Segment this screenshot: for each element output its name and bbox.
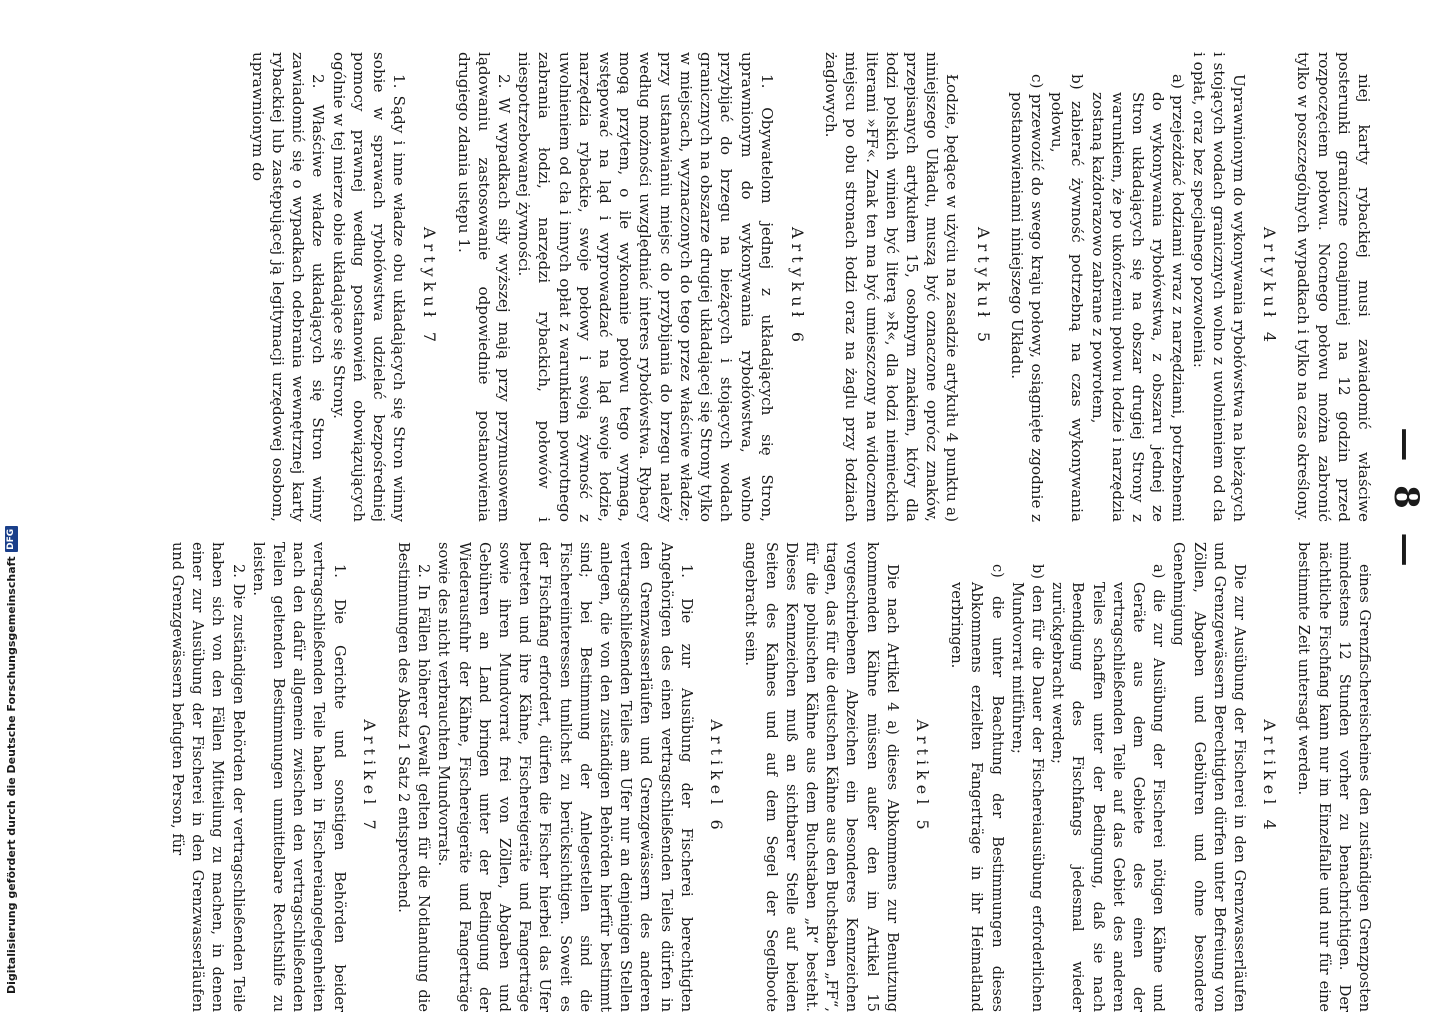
german-art4-title: Artikel 4 (1260, 719, 1280, 835)
polish-column (24, 52, 1374, 522)
polish-art6-title: Artykuł 6 (787, 226, 807, 348)
german-art6-p2: 2. In Fällen höherer Gewalt gelten für die Notlandung die Bestimmungen des Absatz 1 Satz 2 entsprechend. (395, 542, 433, 1012)
german-art4-a: a) die zur Ausübung der Fischerei nötigen Kähne und Geräte aus dem Gebiete des einen der vertragschließenden Teile auf das Gebiet des anderen Teiles schaffen unter der Bedingung, daß sie nach Beendigung des Fischfangs jedesmal wieder zurückgebracht werden; (1049, 564, 1168, 1012)
polish-art7-title: Artykuł 7 (420, 226, 440, 348)
polish-art5-title: Artykuł 5 (973, 226, 993, 348)
german-art5-p1: Die nach Artikel 4 a) dieses Abkommens zur Benutzung kommenden Kähne müssen außer den im Artikel 15 vorgeschriebenen Abzeichen ein besonderes Kennzeichen tragen, das für die deutschen Kähne aus den Buchstaben „FF“, für die polnischen Kähne aus dem Buchstaben „R“ besteht. Dieses Kennzeichen muß an sichtbarer Stelle auf beiden Seiten des Kahnes und auf dem Segel der Segelboote angebracht sein. (742, 542, 901, 1012)
german-art7-title: Artikel 7 (359, 719, 379, 835)
german-art4-intro: Die zur Ausübung der Fischerei in den Grenzwasserläufen und Grenzgewässern Berechtigten dürfen unter Befreiung von Zöllen, Abgaben und Gebühren und ohne besondere Genehmigung (1170, 542, 1248, 1012)
polish-art7-p1: 1. Sądy i inne władze obu układających się Stron winny sobie w sprawach rybołówstwa udzielać bezpośredniej pomocy prawnej według postanowień obowiązujących ogólnie w tej mierze obie układające się Strony. (329, 52, 409, 522)
polish-art7-p2: 2. Właściwe władze układających się Stron winny zawiadomić się o wypadkach odebrania wewnętrznej karty rybackiej lub zastępującej ją legitymacji urzędowej osobom, uprawnionym do (248, 52, 328, 522)
polish-art4-title: Artykuł 4 (1260, 226, 1280, 348)
german-art7-p1: 1. Die Gerichte und sonstigen Behörden beider vertragschließenden Teile haben in Fischereiangelegenheiten nach den dafür allgemein zwischen den vertragschließenden Teilen geltenden Bestimmungen unmittelbare Rechtshilfe zu leisten. (249, 542, 348, 1012)
polish-intro: niej karty rybackiej musi zawiadomić właściwe posterunki graniczne conajmniej na 12 godzin przed rozpoczęciem połowu. Nocnego połowu można zabronić tylko w poszczególnych wypadkach i tylko na czas określony. (1294, 52, 1373, 522)
polish-art4-intro: Uprawnionym do wykonywania rybołówstwa na bieżących i stojących wodach granicznych wolno z uwolnieniem od cła i opłat, oraz bez specjalnego pozwolenia: (1189, 52, 1248, 522)
german-art5-title: Artikel 5 (912, 719, 932, 835)
german-art4-c: c) die unter Beachtung der Bestimmungen dieses Abkommens erzielten Fangerträge in ihr Heimatland verbringen. (948, 564, 1006, 1012)
polish-art6-p1: 1. Obywatelom jednej z układających się Stron, uprawnionym do wykonywania rybołówstwa, wolno przybijać do brzegu na bieżących i stojących wodach granicznych na obszarze drugiej układającej się Strony tylko w miejscach, wyznaczonych do tego przez właściwe władze; przy ustanawianiu miejsc do przybijania do brzegu należy według możności uwzględniać interes rybołówstwa. Rybacy mogą przytem, o ile wykonanie połowu tego wymaga, wstępować na ląd i wyprowadzać na ląd swoje łodzie, narzędzia rybackie, swoje połowy i swoją żywność z uwolnieniem od cła i innych opłat z warunkiem powrotnego zabrania łodzi, narzędzi rybackich, połowów i niespotrzebowanej żywności. (515, 52, 776, 522)
footer-text: Digitalisierung gefördert durch die Deutsche Forschungsgemeinschaft (5, 556, 18, 994)
german-column (24, 542, 1374, 1012)
polish-art4-b: b) zabierać żywność potrzebną na czas wykonywania połowu, (1048, 74, 1087, 522)
german-art7-p2: 2. Die zuständigen Behörden der vertragschließenden Teile haben sich von den Fällen Mitteilung zu machen, in denen einer zur Ausübung der Fischerei in den Grenzwasserläufen und Grenzgewässern befugten Person, für (169, 542, 247, 1012)
polish-art4-a: a) przejeżdżać łodziami wraz z narzędziami, potrzebnemi do wykonywania rybołówstwa, z obszaru jednej ze Stron układających się na obszar drugiej Strony z warunkiem, że po ukończeniu połowu łodzie i narzędzia zostaną każdorazowo zabrane z powrotem, (1088, 74, 1188, 522)
german-art4-b: b) den für die Dauer der Fischereiausübung erforderlichen Mundvorrat mitführen; (1008, 564, 1046, 1012)
dfg-logo: DFG (5, 526, 18, 552)
german-art6-title: Artikel 6 (707, 719, 727, 835)
digitization-footer (5, 526, 18, 994)
german-intro: eines Grenzfischereischeines den zuständigen Grenzposten mindestens 12 Stunden vorher zu benachrichtigen. Der nächtliche Fischfang kann nur im Einzelfalle und nur für eine bestimmte Zeit untersagt werden. (1295, 542, 1373, 1012)
page-number: — 8 — (1386, 427, 1426, 573)
german-art6-p1: 1. Die zur Ausübung der Fischerei berechtigten Angehörigen des einen vertragschließenden Teiles dürfen in den Grenzwasserläufen und Grenzgewässern des anderen vertragschließenden Teiles am Ufer nur an denjenigen Stellen anlegen, die von den zuständigen Behörden hierfür bestimmt sind; bei Bestimmung der Anlegestellen sind die Fischereiinteressen tunlichst zu berücksichtigen. Soweit es der Fischfang erfordert, dürfen die Fischer hierbei das Ufer betreten und ihre Kähne, Fischereigeräte und Fangerträge sowie ihren Mundvorrat frei von Zöllen, Abgaben und Gebühren an Land bringen unter der Bedingung der Wiederausfuhr der Kähne, Fischereigeräte und Fangerträge sowie des nicht verbrauchten Mundvorrats. (435, 542, 695, 1012)
polish-art6-p2: 2. W wypadkach siły wyższej mają przy przymusowem lądowaniu zastosowanie odpowiednie postanowienia drugiego zdania ustępu 1. (454, 52, 514, 522)
polish-art5-p1: Łodzie, będące w użyciu na zasadzie artykułu 4 punktu a) niniejszego Układu, muszą być oznaczone oprócz znaków, przepisanych artykułem 15, osobnym znakiem, który dla łodzi polskich winien być literą »R«, dla łodzi niemieckich literami »FF«. Znak ten ma być umieszczony na widocznem miejscu po obu stronach łodzi oraz na żaglu przy łodziach żaglowych. (822, 52, 962, 522)
polish-art4-c: c) przewozić do swego kraju połowy, osiągnięte zgodnie z postanowieniami niniejszego Układu. (1007, 74, 1046, 522)
